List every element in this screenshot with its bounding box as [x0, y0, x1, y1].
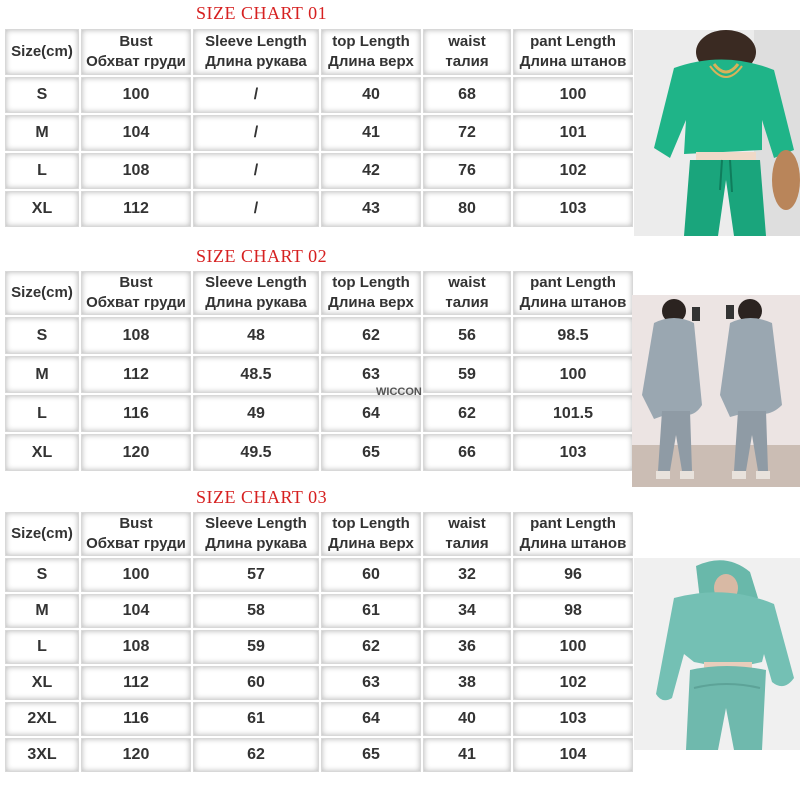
product-photo-grey-hoodie: [632, 295, 800, 487]
cell-size: XL: [5, 191, 79, 227]
table-row: [5, 115, 633, 151]
header-row: [5, 29, 633, 75]
cell-bust: 116: [81, 702, 191, 736]
product-photo-mint-hoodie: [634, 558, 800, 750]
table-row: [5, 558, 633, 592]
table-row: [5, 594, 633, 628]
table-row: [5, 434, 633, 471]
cell-size: M: [5, 594, 79, 628]
header-pant-length: pant Length Длина штанов: [513, 29, 633, 75]
cell-bust: 112: [81, 666, 191, 700]
cell-waist: 56: [423, 317, 511, 354]
cell-sleeve: 59: [193, 630, 319, 664]
cell-pant: 96: [513, 558, 633, 592]
cell-sleeve: /: [193, 115, 319, 151]
chart-1-title: SIZE CHART 01: [196, 3, 328, 23]
cell-size: XL: [5, 666, 79, 700]
cell-bust: 108: [81, 630, 191, 664]
cell-pant: 103: [513, 434, 633, 471]
cell-waist: 80: [423, 191, 511, 227]
header-top-length: top Length Длина верх: [321, 512, 421, 556]
header-bust: Bust Обхват груди: [81, 512, 191, 556]
table-row: [5, 153, 633, 189]
cell-size: S: [5, 77, 79, 113]
cell-size: M: [5, 115, 79, 151]
cell-top: 62: [321, 317, 421, 354]
cell-sleeve: /: [193, 77, 319, 113]
cell-bust: 104: [81, 115, 191, 151]
model-figure-grey: [632, 295, 800, 487]
cell-waist: 40: [423, 702, 511, 736]
cell-waist: 59: [423, 356, 511, 393]
cell-size: 3XL: [5, 738, 79, 772]
size-chart-1: [3, 27, 635, 229]
cell-sleeve: 49: [193, 395, 319, 432]
cell-pant: 102: [513, 666, 633, 700]
cell-sleeve: 57: [193, 558, 319, 592]
table-row: [5, 738, 633, 772]
header-top-length: top Length Длина верх: [321, 271, 421, 315]
cell-top: 60: [321, 558, 421, 592]
cell-pant: 101.5: [513, 395, 633, 432]
cell-waist: 34: [423, 594, 511, 628]
header-waist: waist талия: [423, 271, 511, 315]
cell-top: 40: [321, 77, 421, 113]
cell-bust: 100: [81, 558, 191, 592]
cell-top: 64: [321, 702, 421, 736]
cell-pant: 98: [513, 594, 633, 628]
header-size: Size(cm): [5, 271, 79, 315]
cell-top: 42: [321, 153, 421, 189]
cell-size: 2XL: [5, 702, 79, 736]
cell-sleeve: 49.5: [193, 434, 319, 471]
cell-sleeve: /: [193, 153, 319, 189]
header-pant-length: pant Length Длина штанов: [513, 271, 633, 315]
cell-top: 43: [321, 191, 421, 227]
cell-pant: 103: [513, 702, 633, 736]
cell-pant: 98.5: [513, 317, 633, 354]
cell-sleeve: 48: [193, 317, 319, 354]
cell-sleeve: 62: [193, 738, 319, 772]
header-sleeve: Sleeve Length Длина рукава: [193, 29, 319, 75]
header-waist: waist талия: [423, 512, 511, 556]
size-chart-3: [3, 510, 635, 774]
header-size: Size(cm): [5, 512, 79, 556]
cell-top: 64: [321, 395, 421, 432]
table-row: [5, 630, 633, 664]
header-pant-length: pant Length Длина штанов: [513, 512, 633, 556]
table-row: [5, 356, 633, 393]
cell-pant: 102: [513, 153, 633, 189]
cell-top: 41: [321, 115, 421, 151]
cell-bust: 116: [81, 395, 191, 432]
cell-pant: 101: [513, 115, 633, 151]
cell-size: L: [5, 395, 79, 432]
header-bust: Bust Обхват груди: [81, 29, 191, 75]
cell-waist: 62: [423, 395, 511, 432]
cell-waist: 38: [423, 666, 511, 700]
cell-top: 62: [321, 630, 421, 664]
cell-waist: 66: [423, 434, 511, 471]
header-sleeve: Sleeve Length Длина рукава: [193, 271, 319, 315]
cell-sleeve: /: [193, 191, 319, 227]
cell-waist: 36: [423, 630, 511, 664]
cell-bust: 108: [81, 317, 191, 354]
cell-size: M: [5, 356, 79, 393]
header-row: [5, 271, 633, 315]
cell-top: 65: [321, 434, 421, 471]
table-row: [5, 77, 633, 113]
model-figure-mint: [634, 558, 800, 750]
model-figure-green: [634, 30, 800, 236]
cell-top: 63: [321, 356, 421, 393]
cell-waist: 68: [423, 77, 511, 113]
header-size: Size(cm): [5, 29, 79, 75]
table-row: [5, 191, 633, 227]
cell-pant: 104: [513, 738, 633, 772]
header-waist: waist талия: [423, 29, 511, 75]
cell-bust: 112: [81, 356, 191, 393]
table-row: [5, 666, 633, 700]
cell-bust: 104: [81, 594, 191, 628]
cell-sleeve: 60: [193, 666, 319, 700]
watermark-text: WICCON: [376, 386, 422, 398]
cell-top: 63: [321, 666, 421, 700]
cell-bust: 108: [81, 153, 191, 189]
cell-pant: 100: [513, 356, 633, 393]
cell-waist: 41: [423, 738, 511, 772]
cell-size: L: [5, 630, 79, 664]
cell-sleeve: 58: [193, 594, 319, 628]
header-top-length: top Length Длина верх: [321, 29, 421, 75]
chart-3-title: SIZE CHART 03: [196, 487, 328, 507]
cell-waist: 72: [423, 115, 511, 151]
table-row: [5, 395, 633, 432]
cell-size: S: [5, 558, 79, 592]
chart-2-title: SIZE CHART 02: [196, 246, 328, 266]
cell-waist: 32: [423, 558, 511, 592]
cell-size: S: [5, 317, 79, 354]
cell-pant: 100: [513, 77, 633, 113]
cell-bust: 120: [81, 434, 191, 471]
cell-bust: 120: [81, 738, 191, 772]
product-photo-green-tracksuit: [634, 30, 800, 236]
cell-pant: 103: [513, 191, 633, 227]
cell-sleeve: 48.5: [193, 356, 319, 393]
table-row: [5, 317, 633, 354]
cell-waist: 76: [423, 153, 511, 189]
header-row: [5, 512, 633, 556]
cell-size: L: [5, 153, 79, 189]
cell-bust: 100: [81, 77, 191, 113]
cell-top: 65: [321, 738, 421, 772]
cell-size: XL: [5, 434, 79, 471]
cell-top: 61: [321, 594, 421, 628]
table-row: [5, 702, 633, 736]
cell-bust: 112: [81, 191, 191, 227]
header-bust: Bust Обхват груди: [81, 271, 191, 315]
cell-sleeve: 61: [193, 702, 319, 736]
header-sleeve: Sleeve Length Длина рукава: [193, 512, 319, 556]
size-chart-2: [3, 269, 635, 473]
cell-pant: 100: [513, 630, 633, 664]
